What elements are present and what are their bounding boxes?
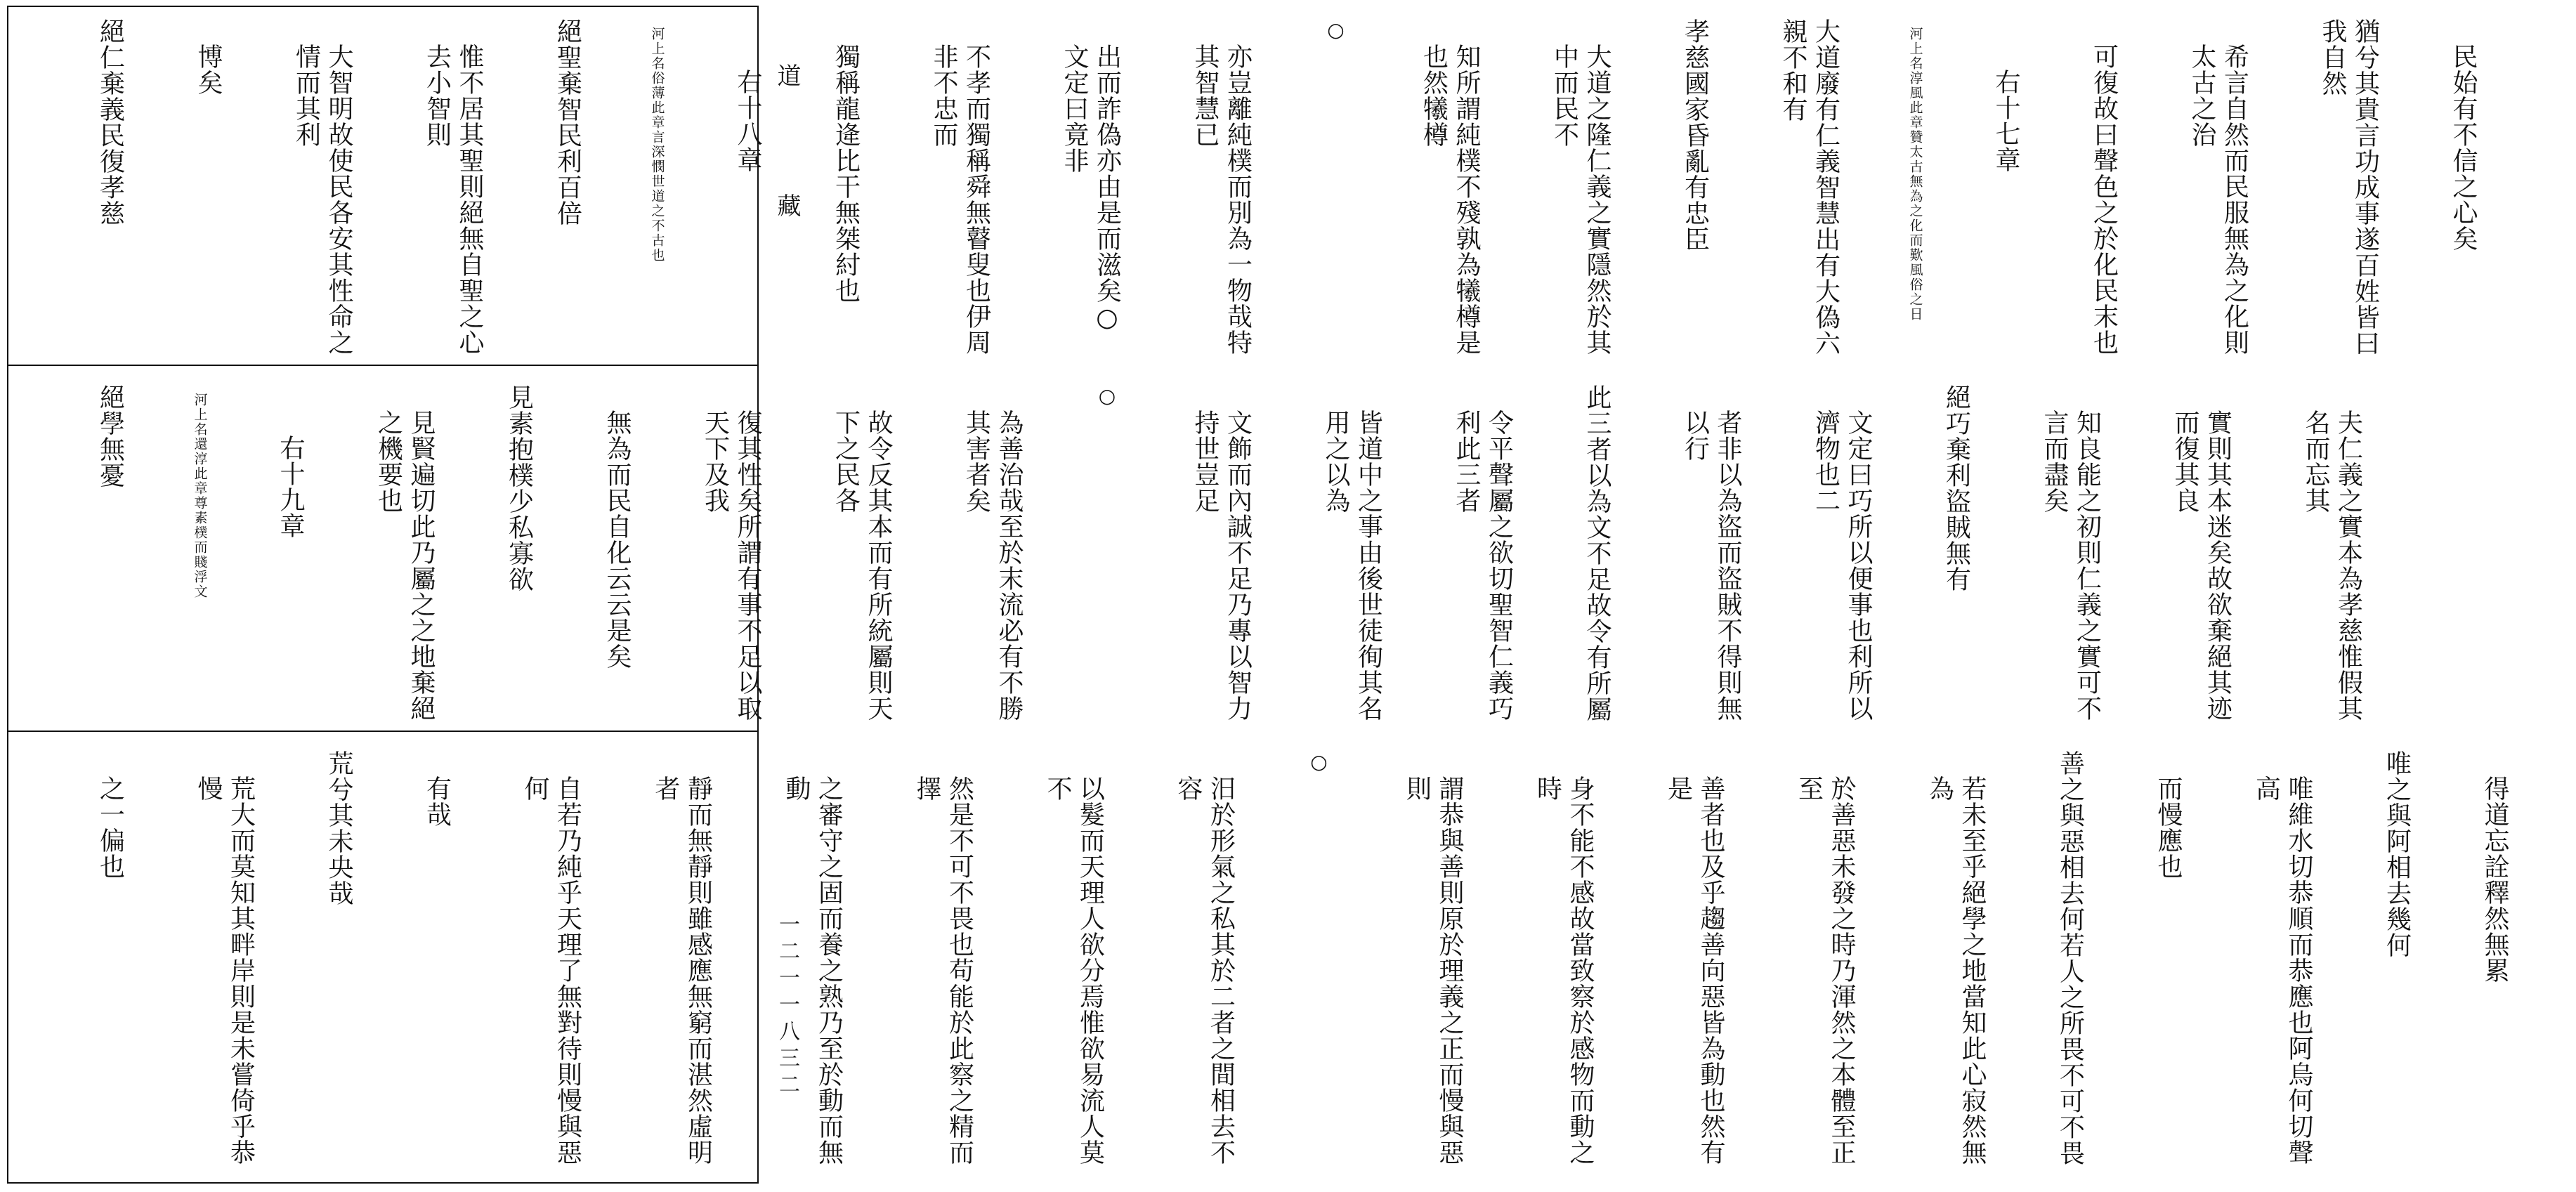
panel-3-text xyxy=(28,750,2576,1172)
section-divider-1 xyxy=(7,365,759,366)
text-column: 皆道中之事由後世徒徇其名用之以為 xyxy=(1321,410,1383,721)
section-circle-mark: ○ xyxy=(1307,750,1331,774)
text-column: 唯之與阿相去幾何 xyxy=(2382,750,2412,958)
chapter-heading: 右十八章 xyxy=(733,69,762,173)
text-column: 荒大而莫知其畔岸則是未嘗倚乎恭慢 xyxy=(194,775,256,1165)
chapter-note: 河上名還淳此章尊素樸而賤浮文 xyxy=(192,393,208,599)
text-column: 者非以為盜而盜賊不得則無以行 xyxy=(1680,410,1742,721)
text-column: 大智明故使民各安其性命之情而其利 xyxy=(292,44,353,355)
text-column: 之一偏也 xyxy=(96,775,125,879)
text-column: 見賢遍切此乃屬之之地棄絕之機要也 xyxy=(374,410,436,721)
text-column: 善者也及乎趨善向惡皆為動也然有是 xyxy=(1663,775,1725,1165)
section-divider-2 xyxy=(7,731,759,732)
text-column: 知所謂純樸不殘孰為犧樽是也然犧樽 xyxy=(1419,44,1481,355)
text-column: 於善惡未發之時乃渾然之本體至正至 xyxy=(1794,775,1856,1165)
text-column: 希言自然而民服無為之化則太古之治 xyxy=(2188,44,2249,355)
chapter-heading: 右十七章 xyxy=(1992,69,2020,173)
text-column: 實則其本迷矣故欲棄絕其迹而復其良 xyxy=(2171,410,2232,721)
text-column: 而慢應也 xyxy=(2154,775,2183,879)
text-column: 見素抱樸少私寡欲 xyxy=(504,384,534,592)
margin-title-dao: 道 xyxy=(773,63,801,90)
text-column: 唯維水切恭順而恭應也阿烏何切聲高 xyxy=(2251,775,2313,1165)
text-column: 大道廢有仁義智慧出有大偽六親不和有 xyxy=(1779,18,1841,356)
section-circle-mark: ○ xyxy=(1324,18,1347,42)
text-column: 有哉 xyxy=(422,775,452,827)
text-panel-1 xyxy=(8,8,2478,363)
text-column: 絕仁棄義民復孝慈 xyxy=(96,18,125,226)
chapter-heading: 右十九章 xyxy=(276,435,305,539)
text-column: 謂恭與善則原於理義之正而慢與惡則 xyxy=(1402,775,1464,1165)
section-circle-mark: ○ xyxy=(1095,384,1119,408)
text-column: 身不能不感故當致察於感物而動之時 xyxy=(1533,775,1595,1165)
text-column: 汨於形氣之私其於二者之間相去不容 xyxy=(1174,775,1236,1165)
text-column: 令平聲屬之欲切聖智仁義巧利此三者 xyxy=(1452,410,1514,721)
text-column: 孝慈國家昏亂有忠臣 xyxy=(1680,18,1710,252)
panel-1-text xyxy=(28,18,2544,356)
text-column: 為善治哉至於末流必有不勝其害者矣 xyxy=(962,410,1024,721)
text-column: 得道忘詮釋然無累 xyxy=(2480,775,2509,983)
page-number: 一二一一八三二 xyxy=(775,913,799,1100)
text-column: 獨稱龍逄比干無桀紂也 xyxy=(831,44,861,303)
text-column: 荒兮其未央哉 xyxy=(325,750,353,906)
text-column: 然是不可不畏也苟能於此察之精而擇 xyxy=(913,775,974,1165)
text-column: 之審守之固而養之熟乃至於動而無動 xyxy=(782,775,844,1165)
text-column: 大道之隆仁義之實隱然於其中而民不 xyxy=(1550,44,1611,355)
text-column: 絕學無憂 xyxy=(96,384,125,488)
text-panel-2 xyxy=(8,374,2363,729)
text-column: 可復故曰聲色之於化民末也 xyxy=(2089,44,2119,355)
panel-2-text xyxy=(28,384,2430,722)
chapter-note: 河上名俗薄此章言深憫世道之不古也 xyxy=(649,27,665,263)
text-column: 無為而民自化云云是矣 xyxy=(603,410,632,669)
margin-title-zang: 藏 xyxy=(773,193,801,220)
text-column: 惟不居其聖則絕無自聖之心去小智則 xyxy=(422,44,484,355)
text-column: 此三者以為文不足故令有所屬 xyxy=(1583,384,1611,722)
text-column: 夫仁義之實本為孝慈惟假其名而忘其 xyxy=(2301,410,2363,721)
text-column: 知良能之初則仁義之實可不言而盡矣 xyxy=(2040,410,2102,721)
text-column: 亦豈離純樸而別為一物哉特其智慧已 xyxy=(1191,44,1253,355)
text-column: 出而詐偽亦由是而滋矣○文定曰竟非 xyxy=(1060,44,1122,333)
text-column: 民始有不信之心矣 xyxy=(2449,44,2478,251)
text-column: 絕巧棄利盜賊無有 xyxy=(1942,384,1971,592)
text-column: 善之與惡相去何若人之所畏不可不畏 xyxy=(2055,750,2085,1166)
text-column: 不孝而獨稱舜無瞽叟也伊周非不忠而 xyxy=(929,44,991,355)
chapter-note: 河上名淳風此章贊太古無為之化而歎風俗之日 xyxy=(1907,27,1923,322)
text-column: 猶兮其貴言功成事遂百姓皆曰我自然 xyxy=(2318,18,2380,356)
text-column: 故令反其本而有所統屬則天下之民各 xyxy=(831,410,893,721)
text-column: 文定曰巧所以便事也利所以濟物也二 xyxy=(1811,410,1873,721)
text-column: 絕聖棄智民利百倍 xyxy=(553,18,582,226)
text-column: 以髮而天理人欲分焉惟欲易流人莫不 xyxy=(1043,775,1105,1165)
text-column: 博矣 xyxy=(194,44,223,96)
text-column: 靜而無靜則雖感應無窮而湛然虛明者 xyxy=(651,775,713,1165)
text-column: 復其性矣所謂有事不足以取天下及我 xyxy=(700,410,762,721)
text-column: 自若乃純乎天理了無對待則慢與惡何 xyxy=(521,775,582,1165)
text-column: 文飾而內誠不足乃專以智力持世豈足 xyxy=(1191,410,1253,721)
text-column: 若未至乎絕學之地當知此心寂然無為 xyxy=(1925,775,1987,1165)
